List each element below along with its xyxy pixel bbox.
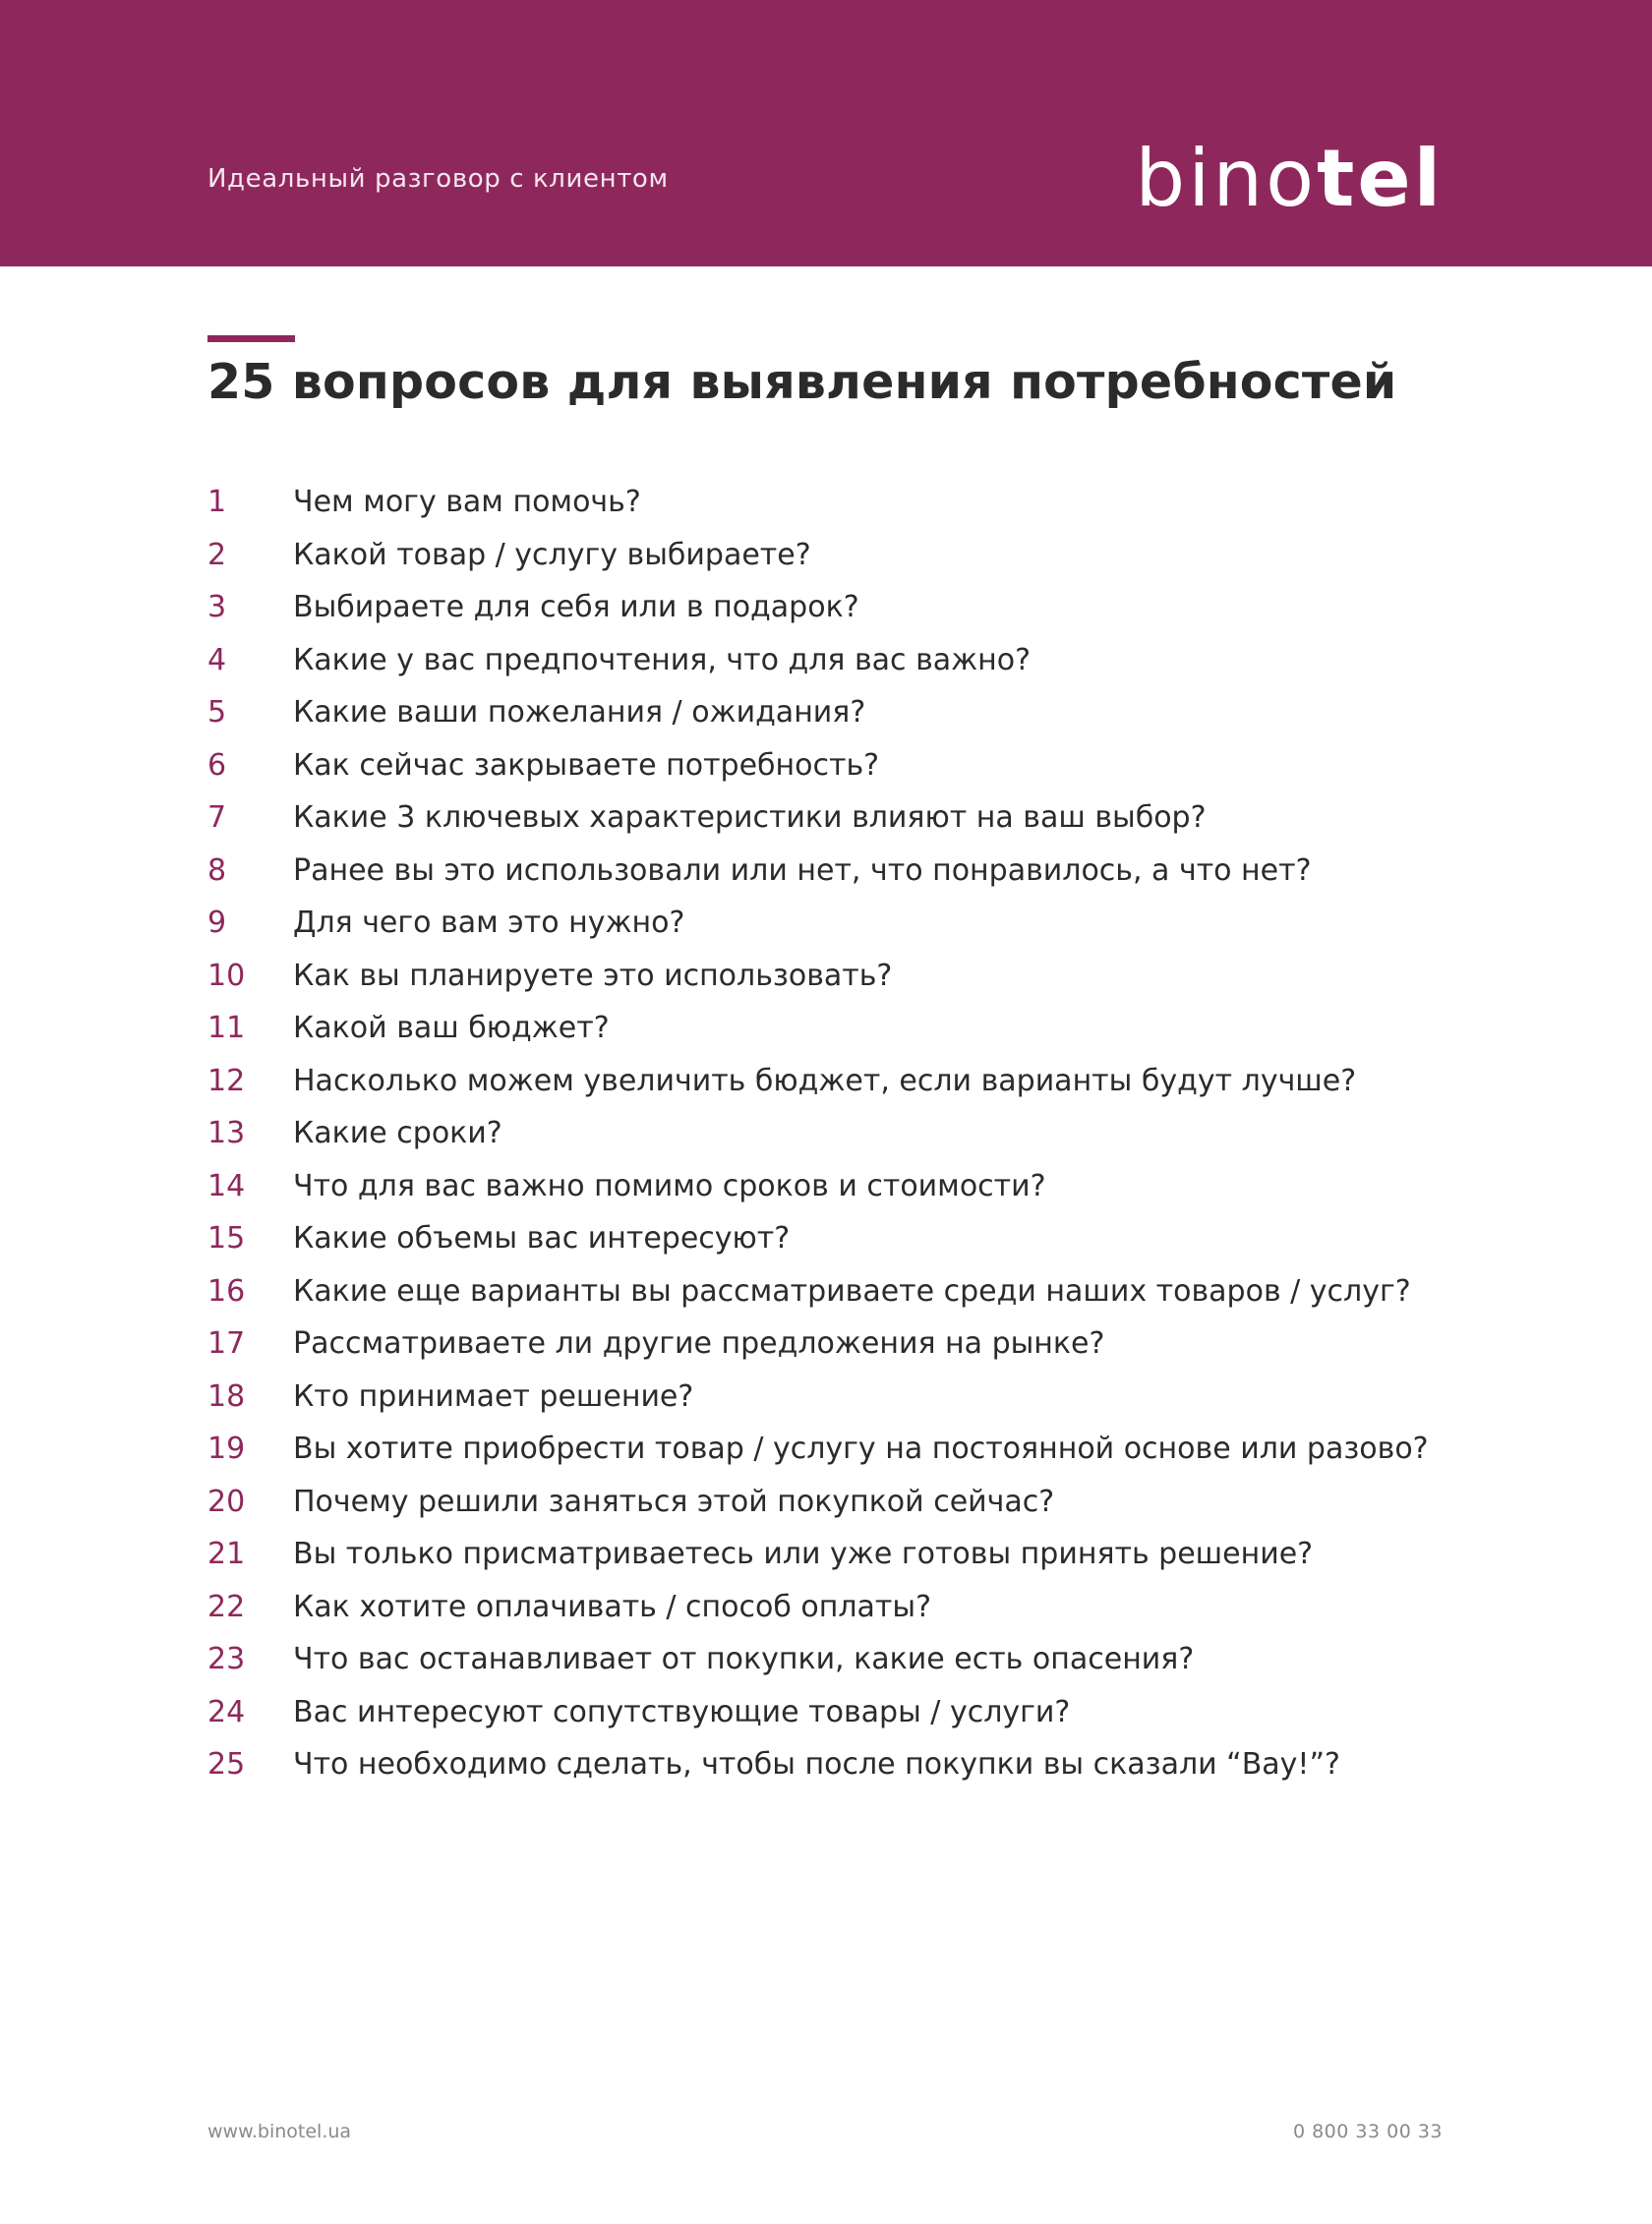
question-number: 1 bbox=[207, 485, 227, 520]
question-text: Как вы планируете это использовать? bbox=[293, 958, 893, 993]
question-text: Какой товар / услугу выбираете? bbox=[293, 537, 811, 572]
question-text: Насколько можем увеличить бюджет, если варианты будут лучше? bbox=[293, 1063, 1357, 1098]
question-text: Вы хотите приобрести товар / услугу на постоянной основе или разово? bbox=[293, 1432, 1429, 1467]
question-text: Какие ваши пожелания / ожидания? bbox=[293, 695, 866, 731]
question-number: 21 bbox=[207, 1537, 246, 1572]
logo-text-bold: tel bbox=[1317, 133, 1444, 224]
question-number: 16 bbox=[207, 1273, 246, 1309]
question-text: Почему решили заняться этой покупкой сейчас? bbox=[293, 1484, 1055, 1519]
logo-text-light: bino bbox=[1135, 133, 1318, 224]
question-item bbox=[207, 791, 1429, 845]
question-text: Какие объемы вас интересуют? bbox=[293, 1221, 791, 1257]
question-text: Какие еще варианты вы рассматриваете среди наших товаров / услуг? bbox=[293, 1273, 1411, 1309]
question-text: Как хотите оплачивать / способ оплаты? bbox=[293, 1589, 931, 1624]
question-number: 23 bbox=[207, 1642, 246, 1677]
question-number: 12 bbox=[207, 1063, 246, 1098]
question-number: 2 bbox=[207, 537, 227, 572]
question-item bbox=[207, 581, 1429, 634]
question-item bbox=[207, 1581, 1429, 1634]
question-number: 13 bbox=[207, 1116, 246, 1151]
question-text: Какие сроки? bbox=[293, 1116, 502, 1151]
binotel-logo bbox=[1135, 133, 1444, 224]
question-number: 8 bbox=[207, 852, 227, 888]
question-item bbox=[207, 1160, 1429, 1213]
question-item bbox=[207, 1738, 1429, 1791]
question-text: Что для вас важно помимо сроков и стоимости? bbox=[293, 1168, 1046, 1203]
question-text: Для чего вам это нужно? bbox=[293, 906, 685, 941]
title-accent-bar bbox=[207, 335, 295, 342]
question-number: 9 bbox=[207, 906, 227, 941]
question-item bbox=[207, 476, 1429, 529]
question-item bbox=[207, 634, 1429, 687]
question-number: 14 bbox=[207, 1168, 246, 1203]
footer-phone[interactable]: 0 800 33 00 33 bbox=[1292, 2121, 1443, 2142]
question-item bbox=[207, 529, 1429, 582]
question-number: 24 bbox=[207, 1694, 246, 1729]
question-number: 4 bbox=[207, 642, 227, 677]
question-item bbox=[207, 1476, 1429, 1529]
question-text: Рассматриваете ли другие предложения на рынке? bbox=[293, 1326, 1105, 1362]
question-item bbox=[207, 1212, 1429, 1265]
question-item bbox=[207, 1055, 1429, 1108]
question-item bbox=[207, 686, 1429, 739]
question-text: Какие 3 ключевых характеристики влияют на ваш выбор? bbox=[293, 800, 1207, 836]
question-list bbox=[207, 476, 1429, 1791]
question-text: Как сейчас закрываете потребность? bbox=[293, 747, 880, 783]
question-number: 19 bbox=[207, 1432, 246, 1467]
page-header bbox=[0, 0, 1652, 266]
question-number: 7 bbox=[207, 800, 227, 836]
question-number: 17 bbox=[207, 1326, 246, 1362]
question-text: Выбираете для себя или в подарок? bbox=[293, 590, 859, 625]
question-number: 15 bbox=[207, 1221, 246, 1257]
header-subtitle: Идеальный разговор с клиентом bbox=[207, 164, 669, 194]
question-item bbox=[207, 1686, 1429, 1739]
question-number: 5 bbox=[207, 695, 227, 731]
question-item bbox=[207, 1423, 1429, 1476]
question-item bbox=[207, 1107, 1429, 1160]
question-number: 10 bbox=[207, 958, 246, 993]
question-item bbox=[207, 739, 1429, 792]
question-number: 22 bbox=[207, 1589, 246, 1624]
question-item bbox=[207, 1002, 1429, 1055]
question-number: 3 bbox=[207, 590, 227, 625]
question-text: Кто принимает решение? bbox=[293, 1378, 694, 1414]
question-number: 11 bbox=[207, 1011, 246, 1046]
question-item bbox=[207, 950, 1429, 1003]
question-item bbox=[207, 1528, 1429, 1581]
question-text: Что необходимо сделать, чтобы после покупки вы сказали “Вау!”? bbox=[293, 1747, 1340, 1783]
question-number: 20 bbox=[207, 1484, 246, 1519]
question-number: 25 bbox=[207, 1747, 246, 1783]
question-item bbox=[207, 1317, 1429, 1371]
question-text: Вас интересуют сопутствующие товары / услуги? bbox=[293, 1694, 1071, 1729]
question-number: 18 bbox=[207, 1378, 246, 1414]
question-item bbox=[207, 1371, 1429, 1424]
question-item bbox=[207, 1265, 1429, 1318]
question-text: Что вас останавливает от покупки, какие есть опасения? bbox=[293, 1642, 1195, 1677]
question-text: Ранее вы это использовали или нет, что понравилось, а что нет? bbox=[293, 852, 1312, 888]
question-item bbox=[207, 897, 1429, 950]
page-title: 25 вопросов для выявления потребностей bbox=[207, 354, 1397, 410]
question-number: 6 bbox=[207, 747, 227, 783]
question-text: Какой ваш бюджет? bbox=[293, 1011, 610, 1046]
footer-website[interactable]: www.binotel.ua bbox=[207, 2121, 352, 2142]
question-text: Вы только присматриваетесь или уже готовы принять решение? bbox=[293, 1537, 1314, 1572]
question-item bbox=[207, 1633, 1429, 1686]
question-text: Какие у вас предпочтения, что для вас важно? bbox=[293, 642, 1032, 677]
question-item bbox=[207, 845, 1429, 898]
question-text: Чем могу вам помочь? bbox=[293, 485, 641, 520]
